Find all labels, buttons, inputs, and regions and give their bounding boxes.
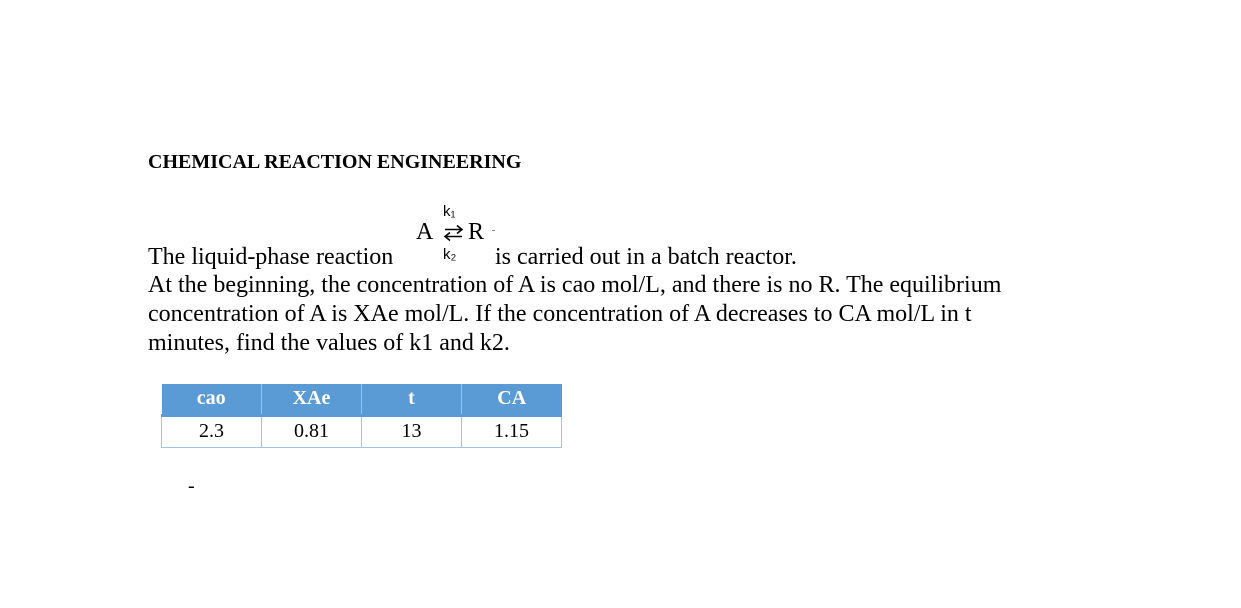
table-header-row — [162, 384, 562, 415]
reactant-species: A — [416, 219, 434, 245]
stray-mark — [492, 230, 495, 231]
table-row — [162, 415, 562, 447]
header-ca: CA — [462, 384, 562, 415]
reaction-equation — [416, 200, 500, 266]
equilibrium-arrows-icon — [442, 224, 466, 242]
cell-ca: 1.15 — [462, 415, 562, 447]
product-species: R — [468, 219, 485, 245]
reverse-rate-constant: k₂ — [443, 246, 457, 263]
forward-rate-constant: k₁ — [443, 203, 456, 220]
trailing-dash: - — [188, 475, 195, 497]
cell-t: 13 — [362, 415, 462, 447]
document-heading: CHEMICAL REACTION ENGINEERING — [148, 151, 522, 173]
cell-cao: 2.3 — [162, 415, 262, 447]
header-xae: XAe — [262, 384, 362, 415]
paragraph-line-2: At the beginning, the concentration of A is cao mol/L, and there is no R. The equilibrium — [148, 272, 1002, 298]
reaction-tail-text: is carried out in a batch reactor. — [495, 244, 797, 270]
header-t: t — [362, 384, 462, 415]
paragraph-line-4: minutes, find the values of k1 and k2. — [148, 330, 510, 356]
paragraph-line-3: concentration of A is XAe mol/L. If the concentration of A decreases to CA mol/L in t — [148, 301, 972, 327]
reaction-intro-text: The liquid-phase reaction — [148, 244, 394, 270]
header-cao: cao — [162, 384, 262, 415]
given-values-table — [161, 384, 562, 448]
cell-xae: 0.81 — [262, 415, 362, 447]
